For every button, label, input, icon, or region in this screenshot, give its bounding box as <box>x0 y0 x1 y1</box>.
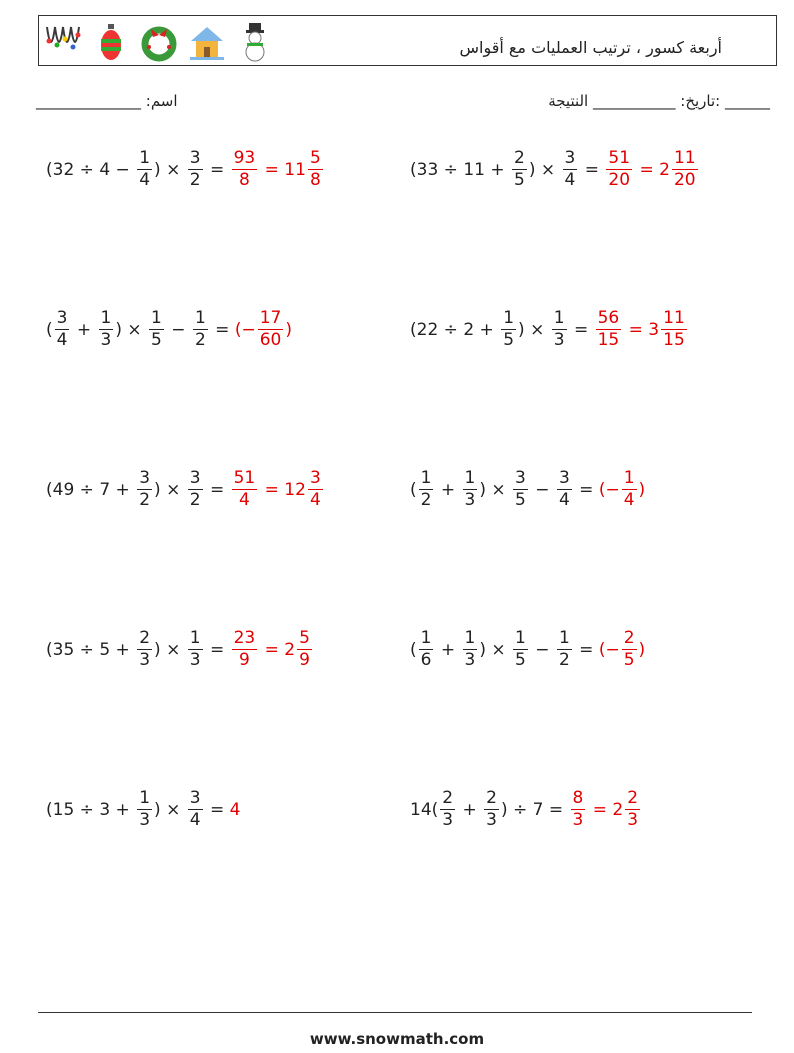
expression-text: 32 ÷ 4 − <box>52 159 136 180</box>
numerator: 23 <box>233 628 256 648</box>
numerator: 1 <box>139 148 151 168</box>
numerator: 1 <box>553 308 565 328</box>
expression-text: ( <box>46 159 53 180</box>
expression-text: = <box>568 319 594 340</box>
numerator: 2 <box>627 788 639 808</box>
denominator: 60 <box>259 330 282 350</box>
answer-text: ) <box>638 479 646 500</box>
answer-fraction <box>622 470 637 509</box>
numerator: 3 <box>189 788 201 808</box>
answer-text: = 11 <box>259 159 306 180</box>
fraction <box>188 790 203 829</box>
denominator: 3 <box>139 810 151 830</box>
problem-1 <box>46 150 325 189</box>
problem-4 <box>410 310 689 349</box>
answer-fraction <box>571 790 586 829</box>
expression-text: 33 ÷ 11 + <box>416 159 511 180</box>
numerator: 17 <box>259 308 282 328</box>
answer-fraction <box>232 630 258 669</box>
wreath-icon <box>139 21 179 63</box>
denominator: 5 <box>515 650 526 670</box>
numerator: 3 <box>56 308 68 328</box>
fraction <box>512 150 527 189</box>
answer-fraction <box>308 150 323 189</box>
denominator: 5 <box>514 170 525 190</box>
numerator: 1 <box>151 308 162 328</box>
numerator: 93 <box>233 148 256 168</box>
numerator: 1 <box>515 628 526 648</box>
numerator: 1 <box>189 628 201 648</box>
problem-7 <box>46 630 314 669</box>
answer-text: = 3 <box>623 319 660 340</box>
expression-text: + <box>435 639 461 660</box>
expression-text: ( <box>46 319 53 340</box>
denominator: 8 <box>239 170 250 190</box>
answer-fraction <box>622 630 637 669</box>
expression-text: ) × <box>154 799 186 820</box>
expression-text: ) ÷ 7 = <box>500 799 569 820</box>
numerator: 5 <box>299 628 310 648</box>
answer-text: 4 <box>229 799 241 820</box>
answer-fraction <box>672 150 698 189</box>
answer-text: (− <box>598 639 620 660</box>
denominator: 15 <box>597 330 620 350</box>
fraction <box>55 310 70 349</box>
expression-text: = <box>204 479 230 500</box>
expression-text: + <box>457 799 483 820</box>
answer-text: = 2 <box>634 159 670 180</box>
fraction <box>484 790 499 829</box>
numerator: 2 <box>514 148 525 168</box>
denominator: 2 <box>558 650 570 670</box>
numerator: 1 <box>464 628 476 648</box>
expression-text: 15 ÷ 3 + <box>52 799 136 820</box>
fraction <box>552 310 567 349</box>
numerator: 1 <box>464 468 476 488</box>
numerator: 5 <box>309 148 321 168</box>
numerator: 2 <box>442 788 454 808</box>
numerator: 1 <box>100 308 112 328</box>
answer-fraction <box>308 470 323 509</box>
denominator: 2 <box>194 330 206 350</box>
denominator: 3 <box>572 810 584 830</box>
fraction <box>188 150 203 189</box>
denominator: 4 <box>239 490 250 510</box>
answer-fraction <box>232 150 258 189</box>
expression-text: − <box>529 639 555 660</box>
denominator: 4 <box>309 490 321 510</box>
answer-fraction <box>297 630 312 669</box>
denominator: 6 <box>420 650 432 670</box>
problem-5 <box>46 470 325 509</box>
expression-text: 35 ÷ 5 + <box>52 639 136 660</box>
numerator: 3 <box>564 148 576 168</box>
fraction <box>563 150 578 189</box>
numerator: 3 <box>189 148 201 168</box>
answer-fraction <box>596 310 622 349</box>
expression-text: − <box>529 479 555 500</box>
denominator: 3 <box>553 330 565 350</box>
answer-text: (− <box>234 319 256 340</box>
expression-text: ) × <box>154 159 186 180</box>
answer-text: = 2 <box>587 799 624 820</box>
denominator: 9 <box>239 650 250 670</box>
denominator: 20 <box>673 170 696 190</box>
denominator: 5 <box>151 330 162 350</box>
ornament-icon <box>91 21 131 63</box>
expression-text: ( <box>410 479 417 500</box>
numerator: 3 <box>309 468 321 488</box>
denominator: 5 <box>503 330 515 350</box>
numerator: 3 <box>558 468 570 488</box>
denominator: 2 <box>420 490 432 510</box>
expression-text: ( <box>410 159 417 180</box>
problem-8 <box>410 630 645 669</box>
date-score-line: ______ :تاريخ: ___________ النتيجة <box>548 92 770 110</box>
numerator: 2 <box>486 788 497 808</box>
expression-text: ) × <box>115 319 148 340</box>
numerator: 2 <box>623 628 635 648</box>
denominator: 9 <box>299 650 310 670</box>
fraction <box>137 470 152 509</box>
answer-fraction <box>258 310 284 349</box>
numerator: 1 <box>558 628 570 648</box>
numerator: 2 <box>139 628 151 648</box>
denominator: 15 <box>663 330 685 350</box>
answer-fraction <box>606 150 632 189</box>
answer-text: = 12 <box>259 479 306 500</box>
denominator: 4 <box>56 330 68 350</box>
expression-text: ) × <box>528 159 561 180</box>
numerator: 56 <box>597 308 620 328</box>
numerator: 1 <box>420 468 432 488</box>
fraction <box>513 470 528 509</box>
answer-text: ) <box>285 319 292 340</box>
fraction <box>419 470 434 509</box>
expression-text: ) × <box>479 479 512 500</box>
denominator: 4 <box>564 170 576 190</box>
numerator: 11 <box>673 148 696 168</box>
answer-fraction <box>625 790 640 829</box>
expression-text: ) × <box>154 479 186 500</box>
numerator: 1 <box>420 628 432 648</box>
fraction <box>149 310 164 349</box>
expression-text: 49 ÷ 7 + <box>52 479 136 500</box>
denominator: 3 <box>139 650 151 670</box>
numerator: 1 <box>194 308 206 328</box>
expression-text: = <box>209 319 235 340</box>
expression-text: ( <box>410 319 417 340</box>
fraction <box>557 470 572 509</box>
header-icons <box>43 20 275 64</box>
problem-9 <box>46 790 240 829</box>
fraction <box>137 790 152 829</box>
expression-text: ( <box>46 479 53 500</box>
expression-text: = <box>573 639 599 660</box>
name-line: اسم: ______________ <box>36 92 178 110</box>
answer-text: = 2 <box>259 639 296 660</box>
footer-site: www.snowmath.com <box>309 1030 485 1048</box>
fraction <box>501 310 516 349</box>
answer-text: (− <box>598 479 620 500</box>
expression-text: 14( <box>410 799 439 820</box>
denominator: 3 <box>627 810 639 830</box>
expression-text: = <box>573 479 599 500</box>
problem-3 <box>46 310 292 349</box>
snowman-icon <box>235 21 275 63</box>
answer-fraction <box>232 470 258 509</box>
problem-6 <box>410 470 645 509</box>
denominator: 4 <box>623 490 635 510</box>
fraction <box>99 310 114 349</box>
numerator: 11 <box>663 308 685 328</box>
denominator: 3 <box>189 650 201 670</box>
expression-text: ) × <box>154 639 186 660</box>
expression-text: = <box>579 159 605 180</box>
numerator: 8 <box>572 788 584 808</box>
fraction <box>463 470 478 509</box>
numerator: 3 <box>189 468 201 488</box>
denominator: 3 <box>442 810 454 830</box>
fraction <box>137 150 152 189</box>
expression-text: ( <box>410 639 417 660</box>
fraction <box>513 630 528 669</box>
denominator: 5 <box>623 650 635 670</box>
expression-text: = <box>204 159 230 180</box>
denominator: 5 <box>515 490 526 510</box>
worksheet-title: أربعة كسور ، ترتيب العمليات مع أقواس <box>459 38 722 57</box>
numerator: 3 <box>139 468 151 488</box>
denominator: 3 <box>464 650 476 670</box>
worksheet-header <box>38 15 777 66</box>
denominator: 8 <box>309 170 321 190</box>
answer-fraction <box>661 310 687 349</box>
expression-text: ( <box>46 639 53 660</box>
fraction <box>137 630 152 669</box>
house-icon <box>187 21 227 63</box>
denominator: 3 <box>486 810 497 830</box>
denominator: 2 <box>139 490 151 510</box>
fraction <box>188 470 203 509</box>
expression-text: ) × <box>479 639 512 660</box>
expression-text: = <box>204 639 230 660</box>
fraction <box>419 630 434 669</box>
denominator: 4 <box>189 810 201 830</box>
expression-text: ) × <box>518 319 550 340</box>
denominator: 4 <box>558 490 570 510</box>
fraction <box>193 310 208 349</box>
numerator: 1 <box>623 468 635 488</box>
numerator: 51 <box>608 148 631 168</box>
expression-text: = <box>204 799 230 820</box>
numerator: 1 <box>503 308 515 328</box>
problem-10 <box>410 790 642 829</box>
fraction <box>440 790 455 829</box>
denominator: 2 <box>189 490 201 510</box>
denominator: 3 <box>464 490 476 510</box>
denominator: 3 <box>100 330 112 350</box>
denominator: 2 <box>189 170 201 190</box>
expression-text: + <box>71 319 97 340</box>
numerator: 1 <box>139 788 151 808</box>
answer-text: ) <box>638 639 646 660</box>
denominator: 4 <box>139 170 151 190</box>
footer-divider <box>38 1012 752 1013</box>
expression-text: − <box>165 319 191 340</box>
expression-text: 22 ÷ 2 + <box>416 319 500 340</box>
numerator: 51 <box>233 468 256 488</box>
problem-2 <box>410 150 700 189</box>
numerator: 3 <box>515 468 526 488</box>
fraction <box>463 630 478 669</box>
fraction <box>188 630 203 669</box>
lights-icon <box>43 21 83 63</box>
expression-text: ( <box>46 799 53 820</box>
denominator: 20 <box>608 170 631 190</box>
expression-text: + <box>435 479 461 500</box>
fraction <box>557 630 572 669</box>
